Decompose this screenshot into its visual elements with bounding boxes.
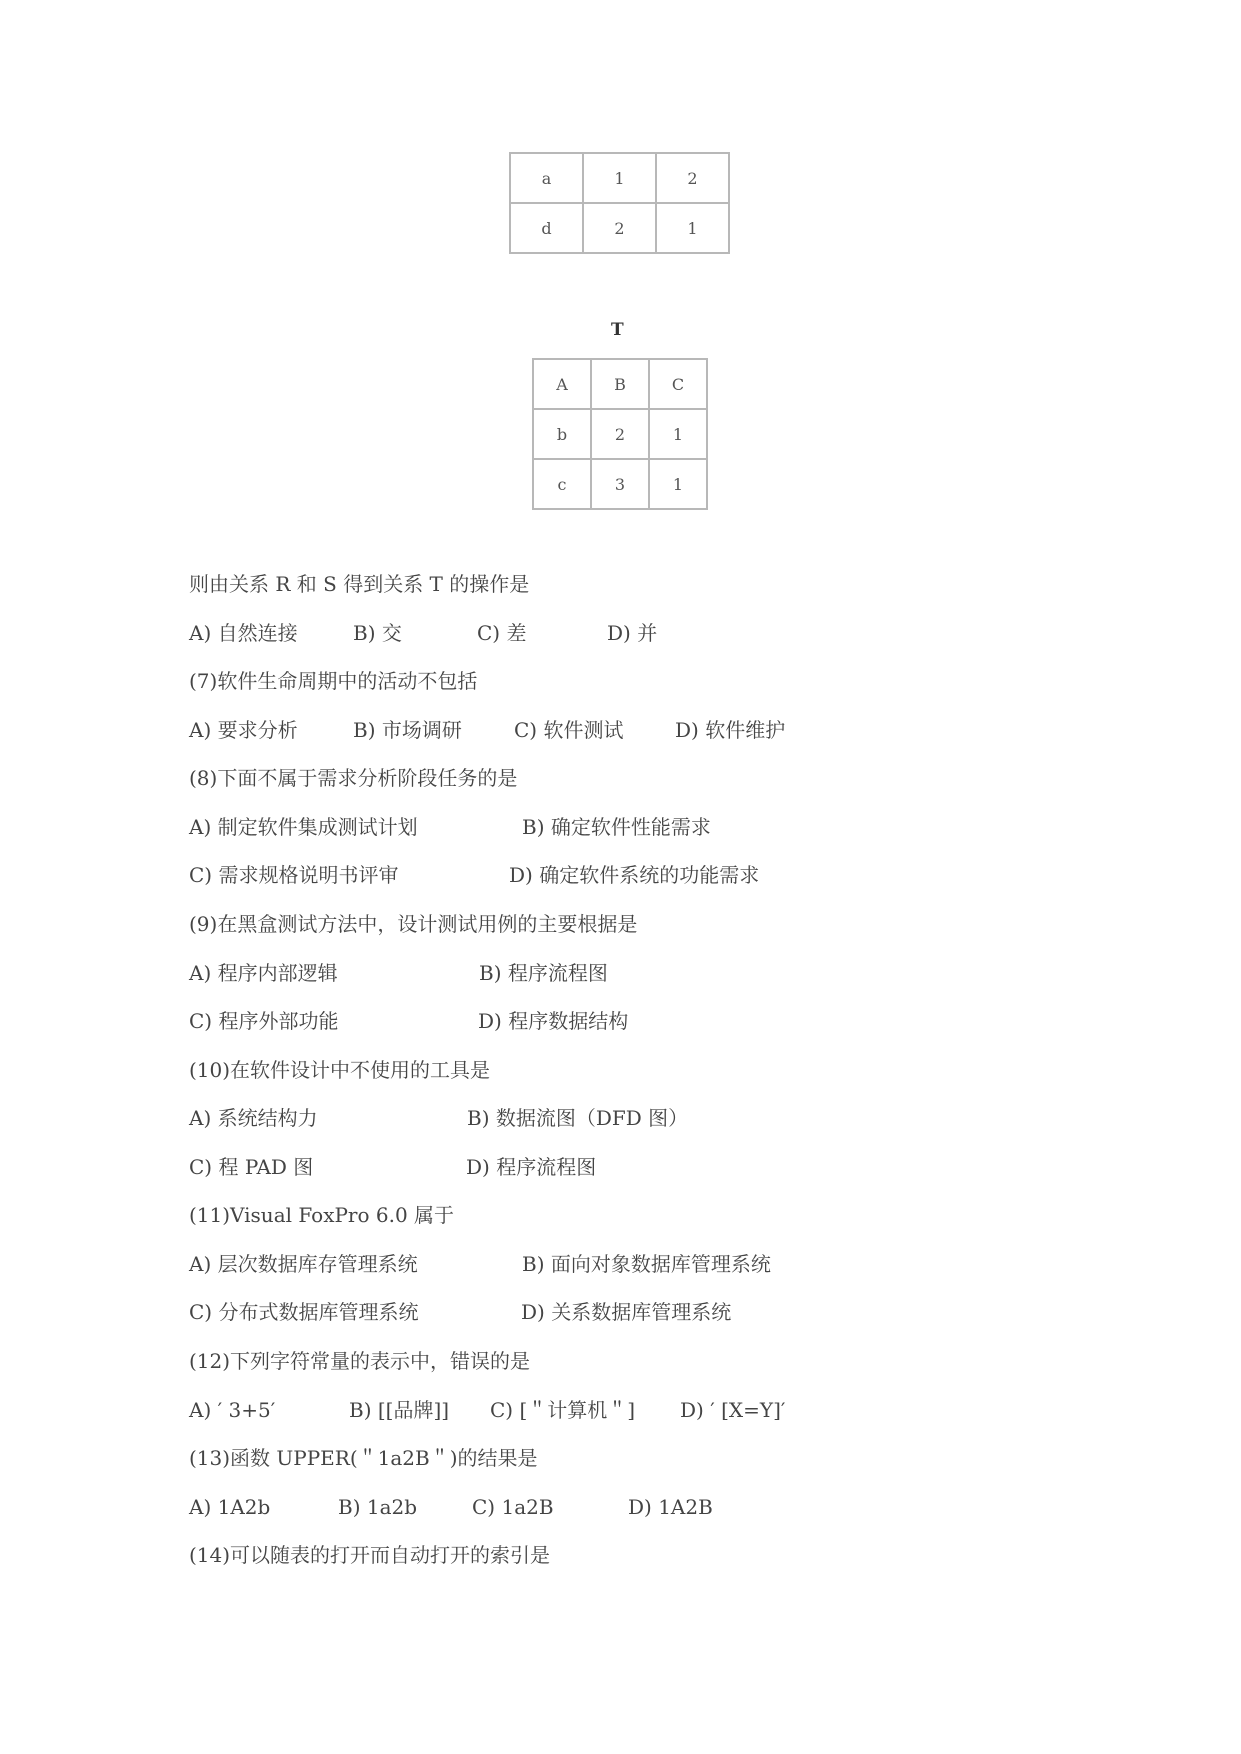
table-cell: 2 [656,153,729,203]
option-c: C) 差 [477,621,527,645]
option-d: D) 关系数据库管理系统 [521,1300,732,1324]
option-b: B) 面向对象数据库管理系统 [522,1252,771,1276]
table-cell: 1 [583,153,656,203]
option-a: A) ′ 3+5′ [189,1398,276,1422]
table-cell: d [510,203,583,253]
option-b: B) [[品牌]] [349,1398,450,1422]
question-10-stem: (10)在软件设计中不使用的工具是 [189,1058,491,1082]
option-b: B) 市场调研 [353,718,462,742]
option-d: D) 程序数据结构 [478,1009,629,1033]
question-11-stem: (11)Visual FoxPro 6.0 属于 [189,1203,455,1227]
option-d: D) 软件维护 [675,718,786,742]
relation-s-table [509,152,730,254]
option-c: C) 需求规格说明书评审 [189,863,399,887]
option-b: B) 交 [353,621,402,645]
option-a: A) 要求分析 [189,718,298,742]
option-c: C) 软件测试 [514,718,624,742]
table-row [510,153,729,203]
option-c: C) 分布式数据库管理系统 [189,1300,419,1324]
table-cell: 2 [583,203,656,253]
option-a: A) 1A2b [189,1495,271,1519]
option-d: D) ′ [X=Y]′ [680,1398,786,1422]
table-cell: a [510,153,583,203]
option-b: B) 确定软件性能需求 [522,815,711,839]
option-a: A) 制定软件集成测试计划 [189,815,418,839]
table-t-caption: T [611,320,624,340]
table-cell: B [591,359,649,409]
option-a: A) 自然连接 [189,621,298,645]
option-c: C) [＂计算机＂] [490,1398,636,1422]
table-cell: A [533,359,591,409]
question-13-stem: (13)函数 UPPER(＂1a2B＂)的结果是 [189,1446,538,1470]
option-d: D) 确定软件系统的功能需求 [509,863,760,887]
option-b: B) 程序流程图 [479,961,608,985]
relation-t-table [532,358,708,510]
table-cell: 1 [649,409,707,459]
table-row [510,203,729,253]
option-a: A) 层次数据库存管理系统 [189,1252,418,1276]
option-c: C) 程 PAD 图 [189,1155,314,1179]
table-cell: C [649,359,707,409]
option-b: B) 1a2b [338,1495,418,1519]
table-row [533,409,707,459]
option-c: C) 1a2B [472,1495,554,1519]
table-cell: 1 [649,459,707,509]
option-b: B) 数据流图（DFD 图） [467,1106,689,1130]
option-c: C) 程序外部功能 [189,1009,339,1033]
table-cell: 1 [656,203,729,253]
option-d: D) 1A2B [628,1495,713,1519]
table-row [533,459,707,509]
table-cell: 3 [591,459,649,509]
table-cell: c [533,459,591,509]
table-cell: 2 [591,409,649,459]
table-cell: b [533,409,591,459]
question-6-stem: 则由关系 R 和 S 得到关系 T 的操作是 [189,572,530,596]
option-a: A) 系统结构力 [189,1106,318,1130]
option-d: D) 并 [607,621,658,645]
question-12-stem: (12)下列字符常量的表示中，错误的是 [189,1349,531,1373]
question-8-stem: (8)下面不属于需求分析阶段任务的是 [189,766,518,790]
question-9-stem: (9)在黑盒测试方法中，设计测试用例的主要根据是 [189,912,638,936]
option-d: D) 程序流程图 [466,1155,597,1179]
table-row [533,359,707,409]
question-7-stem: (7)软件生命周期中的活动不包括 [189,669,478,693]
option-a: A) 程序内部逻辑 [189,961,338,985]
question-14-stem: (14)可以随表的打开而自动打开的索引是 [189,1543,551,1567]
